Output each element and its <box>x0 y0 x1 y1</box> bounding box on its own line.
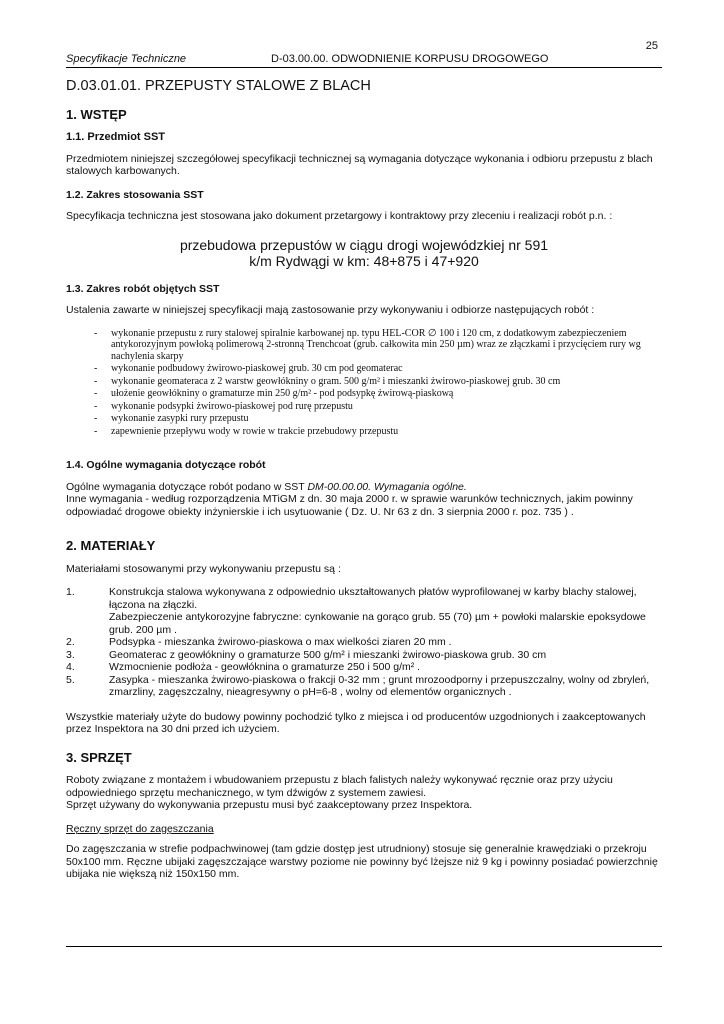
item-text: Wzmocnienie podłoża - geowłóknina o gramaturze 250 i 500 g/m² . <box>109 661 421 673</box>
section-2-intro: Materiałami stosowanymi przy wykonywaniu przepustu są : <box>66 562 341 575</box>
section-1-heading: 1. WSTĘP <box>66 106 127 122</box>
list-item: - wykonanie przepustu z rury stalowej spiralnie karbowanej np. typu HEL-COR ∅ 100 i 120 cm, z dodatkowym zabezpieczeniem antykorozyjnym powłoką polimerową 2-stronną Trenchcoat (grub. całkowita min 250 µm) wraz ze złączkami i przycięciem rury wg nachylenia skarpy <box>94 328 662 363</box>
section-1-4-heading: 1.4. Ogólne wymagania dotyczące robót <box>66 459 266 471</box>
project-line-1: przebudowa przepustów w ciągu drogi wojewódzkiej nr 591 <box>179 236 549 253</box>
item-text: Podsypka - mieszanka żwirowo-piaskowa o max wielkości ziaren 20 mm . <box>109 636 452 648</box>
section-1-4-text <box>66 481 662 519</box>
section-1-2-text: Specyfikacja techniczna jest stosowana jako dokument przetargowy i kontraktowy przy zleceniu i realizacji robót p.n. : <box>66 210 613 222</box>
item-number: 3. <box>66 648 75 661</box>
section-1-2-heading: 1.2. Zakres stosowania SST <box>66 188 204 201</box>
running-header <box>66 53 662 68</box>
item-extra: Zabezpieczenie antykorozyjne fabryczne: cynkowanie na gorąco grub. 55 (70) µm + powłoki malarskie epoksydowe grub. 200 µm . <box>109 611 646 636</box>
section-3-heading: 3. SPRZĘT <box>66 749 132 765</box>
item-number: 5. <box>66 673 75 686</box>
list-item: - wykonanie podsypki żwirowo-piaskowej pod rurę przepustu <box>94 401 662 413</box>
list-item <box>66 649 662 662</box>
section-3-p1: Roboty związane z montażem i wbudowaniem przepustu z blach falistych należy wykonywać ręcznie oraz przy użyciu odpowiedniego sprzętu mechanicznego, w tym dźwigów z systemem zawiesi. <box>66 774 613 799</box>
list-item: - ułożenie geowłókniny o gramaturze min 250 g/m² - pod podsypkę żwirową-piaskową <box>94 388 662 400</box>
list-item: - wykonanie zasypki rury przepustu <box>94 413 662 425</box>
list-item <box>66 586 662 636</box>
project-line-2: k/m Rydwągi w km: 48+875 i 47+920 <box>249 252 479 269</box>
section-2-heading: 2. MATERIAŁY <box>66 538 156 553</box>
materials-list <box>66 586 662 699</box>
list-item: - zapewnienie przepływu wody w rowie w trakcie przebudowy przepustu <box>94 426 662 438</box>
item-text: Zasypka - mieszanka żwirowo-piaskowa o frakcji 0-32 mm ; grunt mrozoodporny i przepuszczalny, wolny od zbryleń, zmarzliny, zagęszczalny, nieagresywny o pH=6-8 , wolny od elementów organicznych . <box>109 673 650 698</box>
section-1-4-reference: DM-00.00.00. Wymagania ogólne. <box>307 480 467 493</box>
list-item <box>66 636 662 649</box>
section-1-3-heading: 1.3. Zakres robót objętych SST <box>66 282 220 295</box>
header-right: D-03.00.00. ODWODNIENIE KORPUSU DROGOWEGO <box>271 53 549 65</box>
list-item: - wykonanie podbudowy żwirowo-piaskowej grub. 30 cm pod geomaterac <box>94 363 662 375</box>
item-number: 4. <box>66 661 75 673</box>
item-number: 1. <box>66 586 75 598</box>
item-text: Konstrukcja stalowa wykonywana z odpowiednio ukształtowanych płatów wyprofilowanej w karby blachy stalowej, łączona na złączki. <box>109 586 637 611</box>
section-3-p3: Do zagęszczania w strefie podpachwinowej (tam gdzie dostęp jest utrudniony) stosuje się generalnie krawędziaki o przekroju 50x100 mm. Ręczne ubijaki zagęszczające warstwy poziome nie powinny być lżejsze niż 9 kg i powinny posiadać powierzchnię ubijaka nie większą niż 150x150 mm. <box>66 843 658 880</box>
section-1-1-heading: 1.1. Przedmiot SST <box>66 131 166 143</box>
document-title: D.03.01.01. PRZEPUSTY STALOWE Z BLACH <box>66 78 371 94</box>
section-1-4-text-a: Ogólne wymagania dotyczące robót podano w SST <box>66 480 308 493</box>
section-3-subheading: Ręczny sprzęt do zagęszczania <box>66 822 214 835</box>
works-list <box>66 328 662 438</box>
footer-rule <box>66 946 662 947</box>
item-text: Geomaterac z geowłókniny o gramaturze 500 g/m² i mieszanki żwirowo-piaskowa grub. 30 cm <box>109 648 547 661</box>
section-2-closing: Wszystkie materiały użyte do budowy powinny pochodzić tylko z miejsca i od producentów uzgodnionych i zaakceptowanych przez Inspektora na 30 dni przed ich użyciem. <box>66 710 646 735</box>
header-left: Specyfikacje Techniczne <box>66 53 187 65</box>
project-name <box>66 237 662 269</box>
page-number: 25 <box>645 40 658 52</box>
list-item <box>66 661 662 674</box>
list-item <box>66 674 662 699</box>
section-1-4-text-b: Inne wymagania - według rozporządzenia MTiGM z dn. 30 maja 2000 r. w sprawie warunków technicznych, jakim powinny odpowiadać drogowe obiekty inżynierskie i ich usytuowanie ( Dz. U. Nr 63 z dn. 3 sierpnia 2000 r. poz. 735 ) . <box>66 493 633 518</box>
list-item: - wykonanie geomateraca z 2 warstw geowłókniny o gram. 500 g/m² i mieszanki żwirowo-piaskowej grub. 30 cm <box>94 376 662 388</box>
item-number: 2. <box>66 636 75 648</box>
section-1-3-text: Ustalenia zawarte w niniejszej specyfikacji mają zastosowanie przy wykonywaniu i odbiorze następujących robót : <box>66 304 595 316</box>
document-body <box>66 80 662 892</box>
section-3-p2: Sprzęt używany do wykonywania przepustu musi być zaakceptowany przez Inspektora. <box>66 799 473 811</box>
section-1-1-text: Przedmiotem niniejszej szczegółowej specyfikacji technicznej są wymagania dotyczące wykonania i odbioru przepustu z blach stalowych karbowanych. <box>66 152 653 177</box>
